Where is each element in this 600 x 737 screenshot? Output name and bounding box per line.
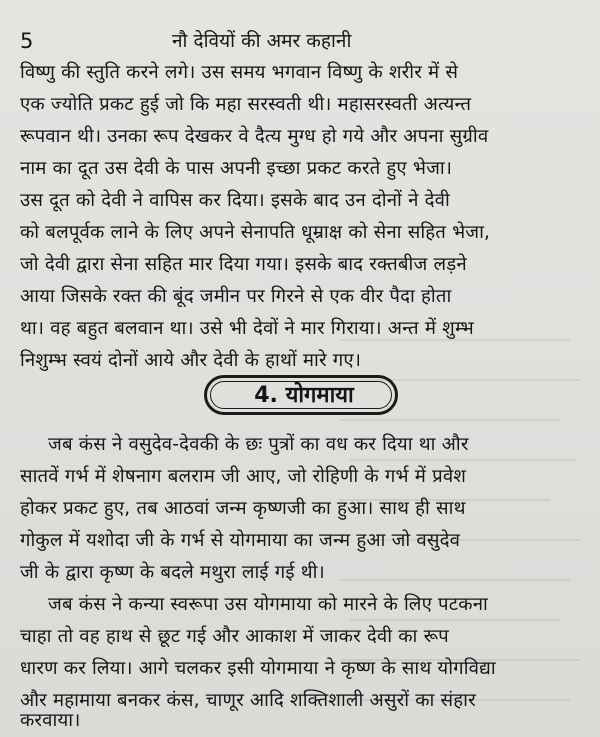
page-header — [0, 26, 600, 56]
text-line: चाहा तो वह हाथ से छूट गई और आकाश में जाकर देवी का रूप — [20, 626, 449, 647]
text-line: और महामाया बनकर कंस, चाणूर आदि शक्तिशाली असुरों का संहार — [20, 690, 476, 711]
text-line: गोकुल में यशोदा जी के गर्भ से योगमाया का जन्म हुआ जो वसुदेव — [20, 530, 461, 551]
running-title: नौ देवियों की अमर कहानी — [172, 30, 352, 52]
text-line: निशुम्भ स्वयं दोनों आये और देवी के हाथों मारे गए। — [20, 350, 362, 371]
text-line: जी के द्वारा कृष्ण के बदले मथुरा लाई गई थी। — [20, 562, 325, 583]
section-heading: 4. योगमाया — [254, 383, 354, 408]
text-line: उस दूत को देवी ने वापिस कर दिया। इसके बाद उन दोनों ने देवी — [20, 190, 450, 211]
text-line: जब कंस ने कन्या स्वरूपा उस योगमाया को मारने के लिए पटकना — [48, 594, 489, 615]
text-line: करवाया। — [20, 710, 81, 731]
text-line: एक ज्योति प्रकट हुई जो कि महा सरस्वती थी। महासरस्वती अत्यन्त — [20, 94, 472, 115]
text-line: विष्णु की स्तुति करने लगे। उस समय भगवान विष्णु के शरीर में से — [20, 62, 459, 83]
text-line: आया जिसके रक्त की बूंद जमीन पर गिरने से एक वीर पैदा होता — [20, 286, 452, 307]
text-line: था। वह बहुत बलवान था। उसे भी देवों ने मार गिराया। अन्त में शुम्भ — [20, 318, 474, 339]
text-line: रूपवान थी। उनका रूप देखकर वे दैत्य मुग्ध हो गये और अपना सुग्रीव — [20, 126, 489, 147]
page-number: 5 — [20, 29, 34, 53]
section-heading-frame — [204, 375, 398, 415]
text-line: को बलपूर्वक लाने के लिए अपने सेनापति धूम्राक्ष को सेना सहित भेजा, — [20, 222, 491, 243]
text-line: नाम का दूत उस देवी के पास अपनी इच्छा प्रकट करते हुए भेजा। — [20, 158, 453, 179]
text-line: सातवें गर्भ में शेषनाग बलराम जी आए, जो रोहिणी के गर्भ में प्रवेश — [20, 466, 467, 487]
text-line: होकर प्रकट हुए, तब आठवां जन्म कृष्णजी का हुआ। साथ ही साथ — [20, 498, 466, 519]
text-line: जब कंस ने वसुदेव-देवकी के छः पुत्रों का वध कर दिया था और — [48, 434, 469, 455]
text-line: धारण कर लिया। आगे चलकर इसी योगमाया ने कृष्ण के साथ योगविद्या — [20, 658, 496, 679]
text-line: जो देवी द्वारा सेना सहित मार दिया गया। इसके बाद रक्तबीज लड़ने — [20, 254, 467, 275]
